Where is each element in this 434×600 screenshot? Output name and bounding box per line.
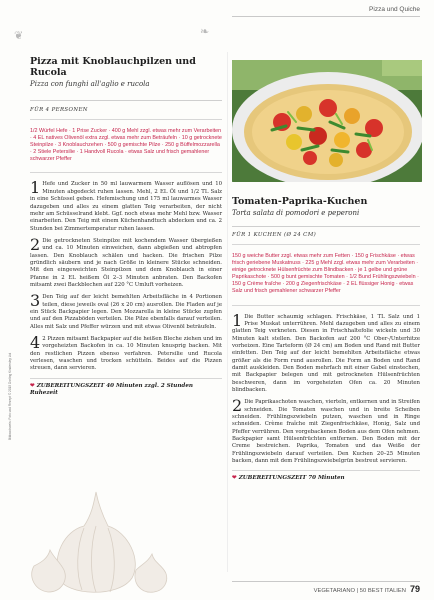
- recipe-tart: [232, 196, 420, 483]
- heart-icon: ❤: [232, 475, 237, 482]
- recipe-step: [30, 333, 222, 373]
- magazine-name: VEGETARIANO | 50 BEST ITALIEN: [313, 588, 406, 594]
- step-number: 4: [30, 333, 41, 352]
- photo-credit: Bildnachweis: Foto und Rezept © 2015 Dorling Kindersley Ltd: [8, 352, 12, 440]
- leaf-ornament-icon: ❦: [14, 29, 24, 42]
- footer-rule: [232, 581, 420, 582]
- divider: [30, 100, 222, 101]
- header-rule: [232, 16, 420, 17]
- divider: [30, 172, 222, 173]
- heart-icon: ❤: [30, 382, 35, 389]
- divider: [232, 244, 420, 245]
- recipe-step: [232, 396, 420, 465]
- step-text: Den Teig auf der leicht bemehlten Arbeitsfläche in 4 Portionen teilen, diese jeweils oval (26 x 20 cm) ausrollen. Die Fladen auf je ein Stück Backpapier legen. Den Mozzarella in kleine Stücke zupfen und auf den Pizzaböden verteilen. Die Pilze ebenfalls darauf verteilen. Alles mit Salz und Pfeffer würzen und mit etwas Olivenöl beträufeln.: [30, 294, 222, 330]
- recipe-step: [30, 291, 222, 331]
- recipe-step: [30, 234, 222, 289]
- servings-label: FÜR 4 PERSONEN: [30, 107, 88, 113]
- prep-time-text: ZUBEREITUNGSZEIT 70 Minuten: [238, 475, 345, 482]
- divider: [232, 305, 420, 306]
- recipe-title: Pizza mit Knoblauchpilzen und Rucola: [30, 56, 196, 78]
- step-number: 2: [30, 234, 41, 254]
- recipe-subtitle: Pizza con funghi all'aglio e rucola: [30, 80, 150, 88]
- prep-time-text: ZUBEREITUNGSZEIT 40 Minuten zzgl. 2 Stunden Ruhezeit: [30, 382, 193, 397]
- recipe-step: [30, 178, 222, 232]
- ingredients-list: 1/2 Würfel Hefe · 1 Prise Zucker · 400 g Mehl zzgl. etwas mehr zum Verarbeiten · 4 EL natives Olivenöl extra zzgl. etwas mehr zum Beträufeln · 10 g getrocknete Steinpilze · 3 Knoblauchzehen · 500 g gemischte Pilze · 250 g Büffelmozzarella · 2 Stiele Petersilie · 1 Handvoll Rucola · etwas Salz und frisch gemahlener schwarzer Pfeffer: [30, 128, 222, 163]
- step-text: Die getrockneten Steinpilze mit kochendem Wasser übergießen und ca. 10 Minuten einweichen, dann abgießen und abtropfen lassen. Den Knoblauch schälen und hacken. Die frischen Pilze gründlich säubern und je nach Größe in kleinere Stücke schneiden. Mit den eingeweichten Steinpilzen und dem Knoblauch in einer Pfanne in 2 EL heißem Öl 2–3 Minuten anbraten. Den Backofen mitsamt zwei Backblechen auf 220 °C Umluft vorheizen.: [30, 237, 222, 288]
- servings-label: FÜR 1 KUCHEN (Ø 24 CM): [232, 232, 317, 238]
- recipe-subtitle: Torta salata di pomodori e peperoni: [232, 209, 360, 217]
- page-number: 79: [409, 584, 420, 594]
- recipe-title: Tomaten-Paprika-Kuchen: [232, 196, 368, 207]
- recipe-pizza: [30, 56, 222, 398]
- prep-time: [30, 383, 222, 398]
- prep-time: [232, 475, 420, 483]
- divider: [232, 470, 420, 471]
- step-number: 3: [30, 291, 41, 311]
- divider: [30, 119, 222, 120]
- step-number: 2: [232, 396, 243, 416]
- step-text: Hefe und Zucker in 50 ml lauwarmem Wasser auflösen und 10 Minuten abgedeckt ruhen lassen. Mehl, 2 EL Öl und 1/2 TL Salz in eine Schüssel geben. Hefemischung und 175 ml lauwarmes Wasser dazugeben und alles zu einem glatten Teig verarbeiten, der nicht mehr am Schüsselrand klebt. Ggf. noch etwas mehr Mehl bzw. Wasser einarbeiten. Den Teig mit einem Küchenhandtuch abdecken und ca. 2 Stunden bei Zimmertemperatur ruhen lassen.: [30, 181, 222, 232]
- tart-photo: [232, 60, 422, 182]
- page-footer: [314, 584, 420, 594]
- step-text: Die Butter schaumig schlagen. Frischkäse, 1 TL Salz und 1 Prise Muskat unterrühren. Mehl dazugeben und alles zu einem glatten Teig verkneten. Diesen in Frischhaltefolie wickeln und 30 Minuten kalt stellen. Den Backofen auf 200 °C Ober-/Unterhitze vorheizen. Eine Tarteform (Ø 24 cm) am Boden und Rand mit Butter einfetten. Den Teig auf der leicht bemehlten Arbeitsfläche etwas größer als die Form rund ausrollen. Die Form an Boden und Rand damit auskleiden. Den Boden mehrfach mit einer Gabel einstechen, mit Backpapier belegen und mit getrockneten Hülsenfrüchten beschweren, dann im vorgeheizten Ofen ca. 20 Minuten blindbacken.: [232, 313, 420, 393]
- divider: [232, 226, 420, 227]
- ingredients-list: 150 g weiche Butter zzgl. etwas mehr zum Fetten · 150 g Frischkäse · etwas frisch geriebene Muskatnuss · 225 g Mehl zzgl. etwas mehr zum Verarbeiten · einige getrocknete Hülsenfrüchte zum Blindbacken · je 1 gelbe und grüne Paprikaschote · 500 g bunt gemischte Tomaten · 1/2 Bund Frühlingszwiebeln · 150 g Crème fraîche · 200 g Ziegenfrischkäse · 2 EL flüssiger Honig · etwas Salz und frisch gemahlener schwarzer Pfeffer: [232, 253, 419, 295]
- step-text: 2 Pizzen mitsamt Backpapier auf die heißen Bleche ziehen und im vorgeheizten Backofen in ca. 10 Minuten knusprig backen. Mit den restlichen Pizzen ebenso verfahren. Petersilie und Rucola verlesen, waschen und trocken schütteln. Beides auf die Pizzen streuen, dann servieren.: [30, 336, 222, 372]
- column-divider: [227, 52, 228, 572]
- garlic-illustration-icon: [24, 486, 174, 596]
- divider: [30, 378, 222, 379]
- leaf-ornament-icon: ❧: [200, 25, 210, 38]
- recipe-step: [232, 310, 420, 395]
- step-text: Die Paprikaschoten waschen, vierteln, entkernen und in Streifen schneiden. Die Tomaten waschen und in breite Scheiben schneiden. Frühlingszwiebeln putzen, waschen und in Ringe schneiden. Crème fraîche mit Ziegenfrischkäse, Honig, Salz und Pfeffer verrühren. Den vorgebackenen Boden aus dem Ofen nehmen. Backpapier samt Hülsenfrüchten entfernen. Den Boden mit der Creme bestreichen. Paprika, Tomaten und das Weiße der Frühlingszwiebeln darauf verteilen. Den Kuchen 20–25 Minuten backen, dann mit dem Frühlingszwiebelgrün bestreut servieren.: [232, 399, 420, 465]
- step-number: 1: [30, 178, 41, 198]
- step-number: 1: [232, 310, 243, 330]
- running-header: Pizza und Quiche: [369, 6, 420, 13]
